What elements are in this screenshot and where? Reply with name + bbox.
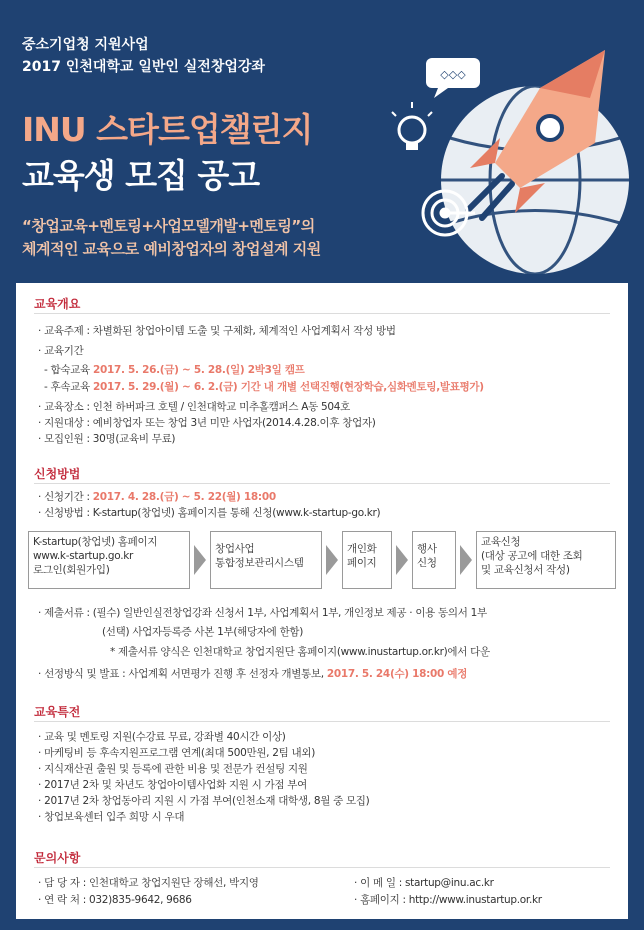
flow-step-3 bbox=[342, 531, 392, 589]
benefit-item: · 창업보육센터 입주 희망 시 우대 bbox=[38, 811, 185, 823]
contact-email: · 이 메 일 : startup@inu.ac.kr bbox=[354, 877, 494, 889]
chevron-right-icon bbox=[394, 543, 410, 577]
camp-label: - 합숙교육 bbox=[44, 364, 90, 376]
divider bbox=[34, 721, 610, 722]
divider bbox=[34, 867, 610, 868]
after-value: 2017. 5. 29.(월) ~ 6. 2.(금) 기간 내 개별 선택진행(현장학습,심화멘토링,발표평가) bbox=[92, 381, 484, 393]
contact-web: · 홈페이지 : http://www.inustartup.or.kr bbox=[354, 894, 542, 906]
selection-label: · 선정방식 및 발표 : 사업계획 서면평가 진행 후 선정자 개별통보, bbox=[38, 668, 324, 680]
overview-target: · 지원대상 : 예비창업자 또는 창업 3년 미만 사업자(2014.4.28.이후 창업자) bbox=[38, 417, 376, 429]
course-name: 2017 인천대학교 일반인 실전창업강좌 bbox=[22, 59, 265, 75]
overview-topic: · 교육주제 : 차별화된 창업아이템 도출 및 구체화, 체계적인 사업계획서 작성 방법 bbox=[38, 325, 396, 337]
flow-step-text: 페이지 bbox=[347, 557, 377, 569]
apply-period-value: 2017. 4. 28.(금) ~ 5. 22(월) 18:00 bbox=[92, 491, 276, 503]
chevron-right-icon bbox=[324, 543, 340, 577]
overview-period-label: · 교육기간 bbox=[38, 345, 84, 357]
flow-step-5 bbox=[476, 531, 616, 589]
main-title: INU 스타트업챌린지 bbox=[22, 110, 313, 149]
apply-docs-optional: (선택) 사업자등록증 사본 1부(해당자에 한함) bbox=[102, 626, 304, 638]
flow-step-text: K-startup(창업넷) 홈페이지 bbox=[33, 536, 158, 548]
overview-after bbox=[44, 379, 484, 394]
contact-person: · 담 당 자 : 인천대학교 창업지원단 장해선, 박지영 bbox=[38, 877, 259, 889]
contact-heading: 문의사항 bbox=[34, 851, 81, 865]
flow-step-1 bbox=[28, 531, 190, 589]
overview-count: · 모집인원 : 30명(교육비 무료) bbox=[38, 433, 176, 445]
selection-value: 2017. 5. 24(수) 18:00 예정 bbox=[326, 668, 468, 680]
benefit-item: · 2017년 2차 및 차년도 창업아이템사업화 지원 시 가점 부여 bbox=[38, 779, 307, 791]
program-name: 중소기업청 지원사업 bbox=[22, 37, 149, 53]
flow-step-text: 행사 bbox=[417, 543, 437, 555]
tagline-2: 체계적인 교육으로 예비창업자의 창업설계 지원 bbox=[22, 240, 321, 258]
tagline-1: “창업교육+멘토링+사업모델개발+멘토링”의 bbox=[22, 217, 315, 235]
flow-step-text: 개인화 bbox=[347, 543, 377, 555]
apply-heading: 신청방법 bbox=[34, 467, 81, 481]
flow-step-text: 로그인(회원가입) bbox=[33, 564, 110, 576]
after-label: - 후속교육 bbox=[44, 381, 90, 393]
apply-docs-note: * 제출서류 양식은 인천대학교 창업지원단 홈페이지(www.inustartup.or.kr)에서 다운 bbox=[110, 646, 490, 658]
apply-method: · 신청방법 : K-startup(창업넷) 홈페이지를 통해 신청(www.k-startup-go.kr) bbox=[38, 507, 381, 519]
content-card bbox=[16, 283, 628, 919]
header-banner bbox=[0, 0, 644, 283]
flow-step-text: 및 교육신청서 작성) bbox=[481, 564, 570, 576]
apply-selection bbox=[38, 666, 467, 681]
apply-docs-required: · 제출서류 : (필수) 일반인실전창업강좌 신청서 1부, 사업계획서 1부, 개인정보 제공 · 이용 동의서 1부 bbox=[38, 607, 487, 619]
flow-step-text: 창업사업 bbox=[215, 543, 255, 555]
apply-period-label: · 신청기간 : bbox=[38, 491, 90, 503]
divider bbox=[34, 313, 610, 314]
overview-heading: 교육개요 bbox=[34, 297, 81, 311]
benefit-item: · 마케팅비 등 후속지원프로그램 연계(최대 500만원, 2팀 내외) bbox=[38, 747, 315, 759]
benefit-item: · 2017년 2차 창업동아리 지원 시 가점 부여(인천소재 대학생, 8월 중 모집) bbox=[38, 795, 370, 807]
lightbulb-icon bbox=[392, 102, 432, 150]
bubble-dots: ◇◇◇ bbox=[440, 68, 466, 81]
camp-value: 2017. 5. 26.(금) ~ 5. 28.(일) 2박3일 캠프 bbox=[92, 364, 305, 376]
speech-bubble-icon bbox=[426, 58, 480, 98]
flow-step-2 bbox=[210, 531, 322, 589]
flow-step-text: (대상 공고에 대한 조회 bbox=[481, 550, 583, 562]
benefit-item: · 교육 및 멘토링 지원(수강료 무료, 강좌별 40시간 이상) bbox=[38, 731, 286, 743]
benefits-heading: 교육특전 bbox=[34, 705, 81, 719]
apply-period bbox=[38, 489, 276, 504]
divider bbox=[34, 483, 610, 484]
contact-phone: · 연 락 처 : 032)835-9642, 9686 bbox=[38, 894, 192, 906]
flow-step-4 bbox=[412, 531, 456, 589]
benefit-item: · 지식재산권 출원 및 등록에 관한 비용 및 전문가 컨설팅 지원 bbox=[38, 763, 308, 775]
flow-step-text: 통합정보관리시스템 bbox=[215, 557, 304, 569]
flow-step-text: www.k-startup.go.kr bbox=[33, 550, 134, 562]
flow-step-text: 신청 bbox=[417, 557, 437, 569]
chevron-right-icon bbox=[192, 543, 208, 577]
chevron-right-icon bbox=[458, 543, 474, 577]
overview-place: · 교육장소 : 인천 하버파크 호텔 / 인천대학교 미추홀캠퍼스 A동 504호 bbox=[38, 401, 350, 413]
sub-title: 교육생 모집 공고 bbox=[22, 156, 260, 195]
overview-camp bbox=[44, 362, 305, 377]
rocket-globe-illustration bbox=[390, 28, 640, 278]
flow-step-text: 교육신청 bbox=[481, 536, 521, 548]
